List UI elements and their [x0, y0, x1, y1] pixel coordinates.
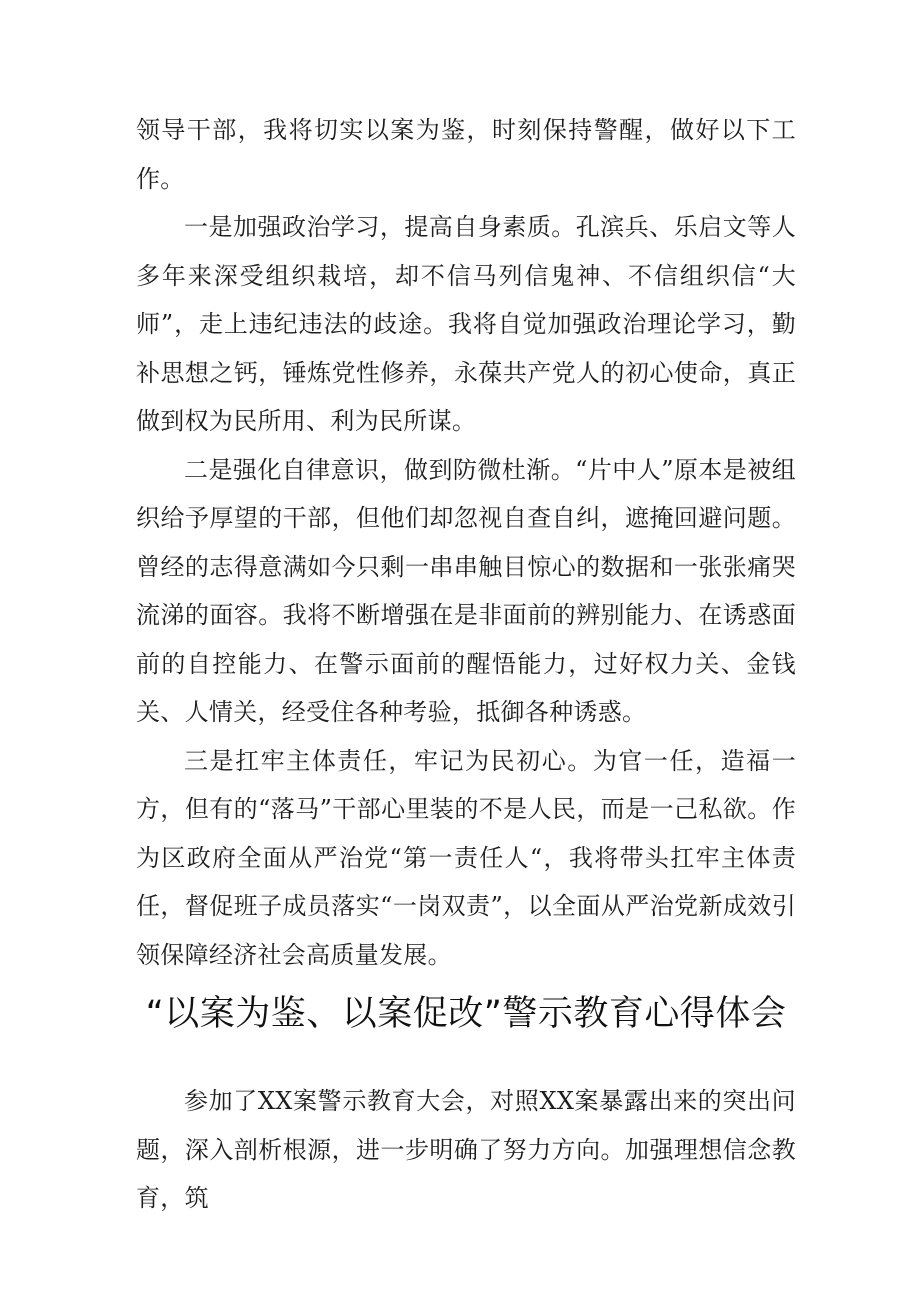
paragraph-point-three: 三是扛牢主体责任，牢记为民初心。为官一任，造福一方，但有的“落马”干部心里装的不是人民，而是一己私欲。作为区政府全面从严治党“第一责任人“，我将带头扛牢主体责任，督促班子成员落实“一岗双责”，以全面从严治党新成效引领保障经济社会高质量发展。 — [136, 746, 796, 969]
paragraph-point-one: 一是加强政治学习，提高自身素质。孔滨兵、乐启文等人多年来深受组织栽培，却不信马列信鬼神、不信组织信“大师”，走上违纪违法的歧途。我将自觉加强政治理论学习，勤补思想之钙，锤炼党性修养，永葆共产党人的初心使命，真正做到权为民所用、利为民所谋。 — [136, 213, 796, 435]
document-body — [136, 106, 796, 1223]
section-title: “以案为鉴、以案促改”警示教育心得体会 — [145, 994, 787, 1034]
paragraph-point-two: 二是强化自律意识，做到防微杜渐。“片中人”原本是被组织给予厚望的干部，但他们却忽视自查自纠，遮掩回避问题。曾经的志得意满如今只剩一串串触目惊心的数据和一张张痛哭流涕的面容。我将不断增强在是非面前的辨别能力、在诱惑面前的自控能力、在警示面前的醒悟能力，过好权力关、金钱关、人情关，经受住各种考验，抵御各种诱惑。 — [136, 455, 796, 726]
paragraph-continuation: 领导干部，我将切实以案为鉴，时刻保持警醒，做好以下工作。 — [136, 116, 796, 193]
title-spacer — [136, 1039, 796, 1077]
paragraph-intro: 参加了XX案警示教育大会，对照XX案暴露出来的突出问题，深入剖析根源，进一步明确了努力方向。加强理想信念教育，筑 — [136, 1087, 796, 1212]
